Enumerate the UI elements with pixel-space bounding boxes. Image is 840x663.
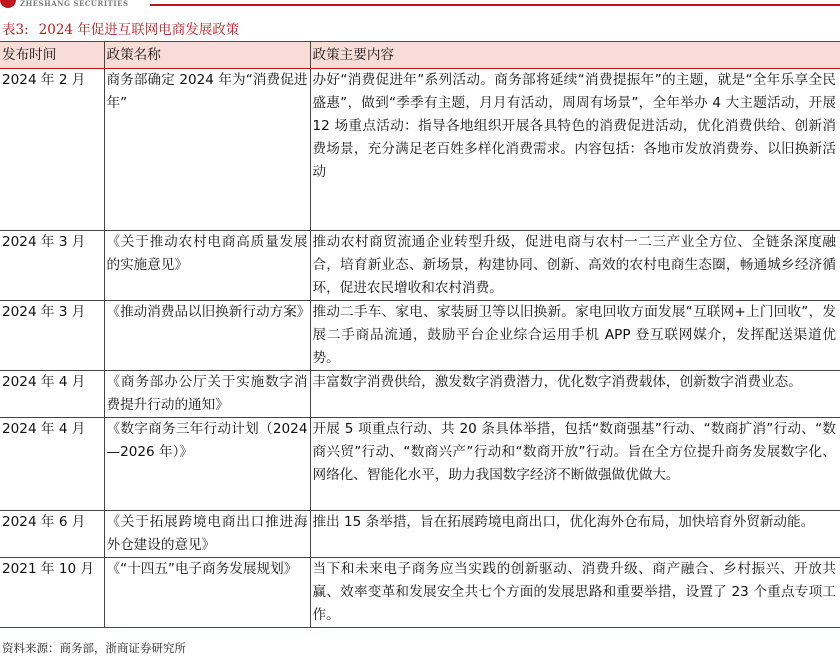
table-caption <box>2 18 239 38</box>
header-rule <box>150 4 840 6</box>
cell-policy-content: 办好“消费促进年”系列活动。商务部将延续“消费提振年”的主题，就是“全年乐享全民盛惠”，做到“季季有主题，月月有活动，周周有场景”，全年举办 4 大主题活动，开展 12 场重点活动：指导各地组织开展各具特色的消费促进活动，优化消费供给、创新消费场景，充分满足老百姓多样化消费需求。内容包括：各地市发放消费券、以旧换新活动 <box>312 72 836 180</box>
cell-policy-name: 《推动消费品以旧换新行动方案》 <box>104 301 310 371</box>
cell-date: 2021 年 10 月 <box>0 558 104 628</box>
table-row <box>0 511 840 558</box>
column-header-date: 发布时间 <box>0 42 104 69</box>
cell-policy-name: 《商务部办公厅关于实施数字消费提升行动的通知》 <box>104 371 310 418</box>
caption-label: 表3: <box>2 22 29 38</box>
cell-policy-content: 推动农村商贸流通企业转型升级，促进电商与农村一二三产业全方位、全链条深度融合，培育新业态、新场景，构建协同、创新、高效的农村电商生态圈，畅通城乡经济循环，促进农民增收和农村消费。 <box>312 234 836 296</box>
caption-title: 2024 年促进互联网电商发展政策 <box>38 22 240 38</box>
table-row <box>0 558 840 628</box>
table-row <box>0 418 840 511</box>
cell-date: 2024 年 3 月 <box>0 301 104 371</box>
report-header <box>0 0 840 14</box>
table-row <box>0 231 840 301</box>
cell-policy-content: 开展 5 项重点行动、共 20 条具体举措，包括“数商强基”行动、“数商扩消”行动、“数商兴贸”行动、“数商兴产”行动和“数商开放”行动。旨在全方位提升商务发展数字化、网络化、智能化水平，助力我国数字经济不断做强做优做大。 <box>312 421 836 483</box>
cell-date: 2024 年 2 月 <box>0 69 104 231</box>
cell-date: 2024 年 4 月 <box>0 371 104 418</box>
cell-policy-name: 《“十四五”电子商务发展规划》 <box>104 558 310 628</box>
cell-policy-content: 丰富数字消费供给，激发数字消费潜力，优化数字消费载体，创新数字消费业态。 <box>312 374 802 390</box>
brand-name: ZHESHANG SECURITIES <box>20 0 129 8</box>
cell-policy-name: 《关于拓展跨境电商出口推进海外仓建设的意见》 <box>104 511 310 558</box>
cell-policy-name: 《关于推动农村电商高质量发展的实施意见》 <box>104 231 310 301</box>
brand-logo-icon <box>0 0 16 8</box>
cell-policy-content: 推动二手车、家电、家装厨卫等以旧换新。家电回收方面发展“互联网+上门回收”，发展二手商品流通，鼓励平台企业综合运用手机 APP 登互联网媒介，发挥配送渠道优势。 <box>312 304 836 366</box>
cell-policy-content: 推出 15 条举措，旨在拓展跨境电商出口，优化海外仓布局，加快培育外贸新动能。 <box>312 514 815 530</box>
table-header-row <box>0 42 840 69</box>
policy-table <box>0 41 840 628</box>
cell-policy-content: 当下和未来电子商务应当实践的创新驱动、消费升级、商产融合、乡村振兴、开放共赢、效率变革和发展安全共七个方面的发展思路和重要举措，设置了 23 个重点专项工作。 <box>312 561 836 623</box>
table-row <box>0 69 840 231</box>
source-note: 资料来源：商务部，浙商证券研究所 <box>2 641 186 655</box>
cell-policy-name: 商务部确定 2024 年为“消费促进年” <box>104 69 310 231</box>
cell-date: 2024 年 4 月 <box>0 418 104 511</box>
column-header-policy-content: 政策主要内容 <box>310 42 840 69</box>
table-row <box>0 371 840 418</box>
table-row <box>0 301 840 371</box>
cell-date: 2024 年 6 月 <box>0 511 104 558</box>
column-header-policy-name: 政策名称 <box>104 42 310 69</box>
cell-policy-name: 《数字商务三年行动计划（2024—2026 年）》 <box>104 418 310 511</box>
cell-date: 2024 年 3 月 <box>0 231 104 301</box>
